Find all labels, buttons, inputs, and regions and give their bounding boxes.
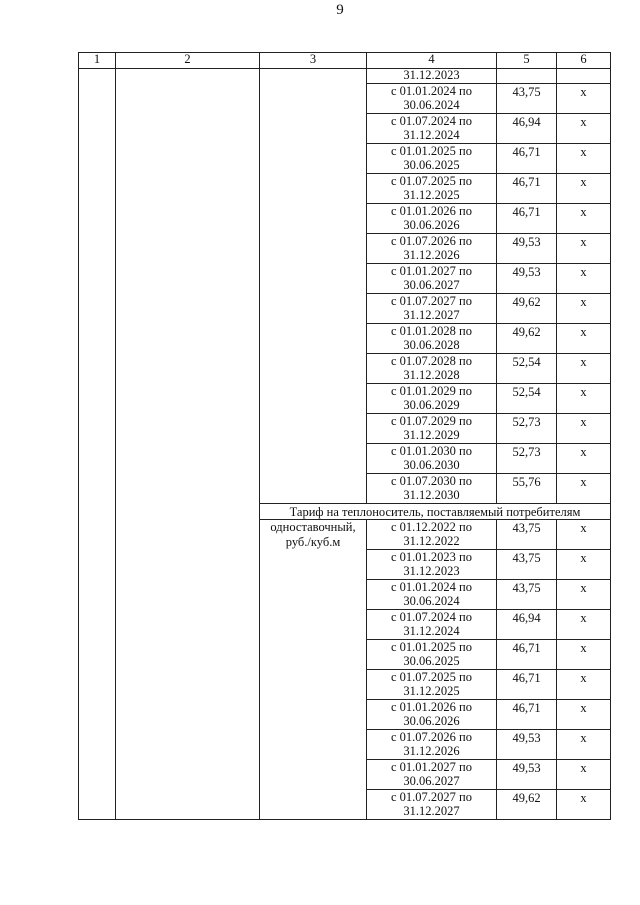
header-col-1: 1 <box>79 53 116 69</box>
mark-cell: х <box>557 84 611 114</box>
period-cell: с 01.07.2024 по 31.12.2024 <box>367 114 497 144</box>
period-cell: с 01.01.2025 по 30.06.2025 <box>367 144 497 174</box>
period-cell: 31.12.2023 <box>367 69 497 84</box>
mark-cell: х <box>557 730 611 760</box>
period-cell: с 01.07.2030 по 31.12.2030 <box>367 474 497 504</box>
mark-cell: х <box>557 324 611 354</box>
period-cell: с 01.01.2030 по 30.06.2030 <box>367 444 497 474</box>
period-cell: с 01.01.2024 по 30.06.2024 <box>367 580 497 610</box>
header-row <box>79 53 611 69</box>
period-cell: с 01.07.2025 по 31.12.2025 <box>367 670 497 700</box>
mark-cell: х <box>557 474 611 504</box>
mark-cell: х <box>557 264 611 294</box>
period-cell: с 01.01.2026 по 30.06.2026 <box>367 700 497 730</box>
mark-cell <box>557 69 611 84</box>
period-cell: с 01.01.2023 по 31.12.2023 <box>367 550 497 580</box>
mark-cell: х <box>557 670 611 700</box>
col-1-cell <box>79 69 116 820</box>
value-cell: 43,75 <box>497 520 557 550</box>
col-2-cell <box>116 69 260 820</box>
value-cell: 49,53 <box>497 234 557 264</box>
period-cell: с 01.01.2029 по 30.06.2029 <box>367 384 497 414</box>
mark-cell: х <box>557 700 611 730</box>
value-cell: 49,53 <box>497 760 557 790</box>
value-cell: 49,53 <box>497 730 557 760</box>
mark-cell: х <box>557 414 611 444</box>
header-col-2: 2 <box>116 53 260 69</box>
value-cell: 55,76 <box>497 474 557 504</box>
mark-cell: х <box>557 444 611 474</box>
mark-cell: х <box>557 760 611 790</box>
col-3-cell <box>260 69 367 504</box>
mark-cell: х <box>557 610 611 640</box>
period-cell: с 01.07.2026 по 31.12.2026 <box>367 730 497 760</box>
value-cell: 46,71 <box>497 204 557 234</box>
value-cell: 52,54 <box>497 384 557 414</box>
value-cell: 46,71 <box>497 174 557 204</box>
header-col-6: 6 <box>557 53 611 69</box>
value-cell: 46,71 <box>497 670 557 700</box>
value-cell: 43,75 <box>497 84 557 114</box>
mark-cell: х <box>557 354 611 384</box>
period-cell: с 01.07.2029 по 31.12.2029 <box>367 414 497 444</box>
period-cell: с 01.01.2025 по 30.06.2025 <box>367 640 497 670</box>
period-cell: с 01.01.2026 по 30.06.2026 <box>367 204 497 234</box>
value-cell: 46,94 <box>497 610 557 640</box>
value-cell <box>497 69 557 84</box>
mark-cell: х <box>557 550 611 580</box>
tariff-table <box>78 52 611 820</box>
mark-cell: х <box>557 640 611 670</box>
header-col-3: 3 <box>260 53 367 69</box>
mark-cell: х <box>557 144 611 174</box>
period-cell: с 01.01.2024 по 30.06.2024 <box>367 84 497 114</box>
period-cell: с 01.07.2028 по 31.12.2028 <box>367 354 497 384</box>
tariff-type-cell: одноставочный, руб./куб.м <box>260 520 367 820</box>
value-cell: 52,73 <box>497 444 557 474</box>
value-cell: 49,53 <box>497 264 557 294</box>
mark-cell: х <box>557 384 611 414</box>
period-cell: с 01.01.2027 по 30.06.2027 <box>367 760 497 790</box>
mark-cell: х <box>557 790 611 820</box>
value-cell: 49,62 <box>497 324 557 354</box>
mark-cell: х <box>557 114 611 144</box>
value-cell: 49,62 <box>497 790 557 820</box>
value-cell: 43,75 <box>497 550 557 580</box>
period-cell: с 01.01.2027 по 30.06.2027 <box>367 264 497 294</box>
value-cell: 46,71 <box>497 640 557 670</box>
header-col-4: 4 <box>367 53 497 69</box>
value-cell: 52,73 <box>497 414 557 444</box>
period-cell: с 01.07.2027 по 31.12.2027 <box>367 790 497 820</box>
value-cell: 43,75 <box>497 580 557 610</box>
value-cell: 49,62 <box>497 294 557 324</box>
mark-cell: х <box>557 520 611 550</box>
section-title: Тариф на теплоноситель, поставляемый потребителям <box>260 504 611 520</box>
mark-cell: х <box>557 174 611 204</box>
value-cell: 46,71 <box>497 700 557 730</box>
period-cell: с 01.07.2026 по 31.12.2026 <box>367 234 497 264</box>
page-number: 9 <box>336 2 344 18</box>
header-col-5: 5 <box>497 53 557 69</box>
period-cell: с 01.07.2025 по 31.12.2025 <box>367 174 497 204</box>
mark-cell: х <box>557 234 611 264</box>
period-cell: с 01.07.2024 по 31.12.2024 <box>367 610 497 640</box>
period-cell: с 01.12.2022 по 31.12.2022 <box>367 520 497 550</box>
mark-cell: х <box>557 204 611 234</box>
mark-cell: х <box>557 580 611 610</box>
value-cell: 46,71 <box>497 144 557 174</box>
period-cell: с 01.07.2027 по 31.12.2027 <box>367 294 497 324</box>
value-cell: 52,54 <box>497 354 557 384</box>
period-cell: с 01.01.2028 по 30.06.2028 <box>367 324 497 354</box>
value-cell: 46,94 <box>497 114 557 144</box>
mark-cell: х <box>557 294 611 324</box>
table-row <box>79 69 611 84</box>
